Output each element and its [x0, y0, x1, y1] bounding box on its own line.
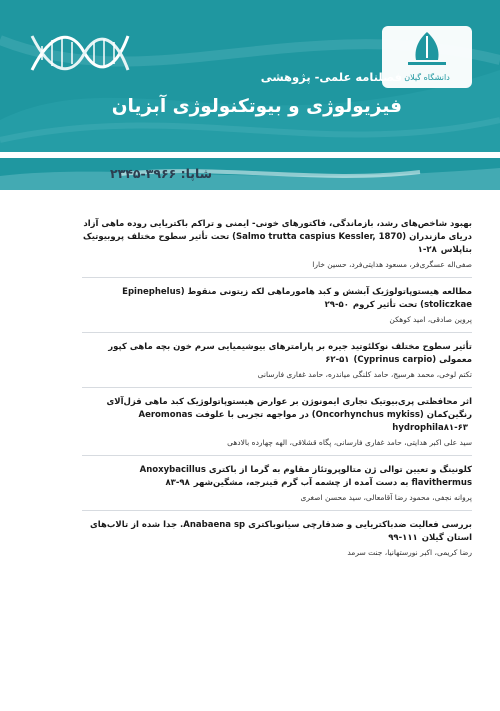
divider — [82, 510, 472, 511]
article-authors: سید علی اکبر هدایتی، حامد غفاری فارسانی، پگاه قشلاقی، الهه چهارده بالادهی — [227, 438, 472, 447]
article-6[interactable] — [82, 519, 472, 559]
article-title: تأثیر سطوح مختلف نوکلئوتید جیره بر پارامترهای بیوشیمیایی سرم خون بچه ماهی کپور معمولی (Cyprinus carpio)۶۲-۵۱ — [108, 342, 472, 365]
article-title: بهبود شاخص‌های رشد، بازماندگی، فاکتورهای خونی- ایمنی و تراکم باکتریایی روده ماهی آزاد دریای مازندران (Salmo trutta caspius Kessler, 1870) تحت تأثیر سطوح مختلف پروبیوتیک بتاپلاس۲۸-۱ — [83, 219, 472, 255]
divider — [82, 277, 472, 278]
article-title: کلونینگ و تعیین توالی ژن متالوپروتئاز مقاوم به گرما از باکتری Anoxybacillus flavithermus به دست آمده از چشمه آب گرم قینرجه، مشگین‌شهر۹۸-۸۳ — [139, 465, 472, 488]
article-title: اثر محافظتی پری‌بیوتیک تجاری ایمونوژن بر عوارض هیستوپاتولوژیک کبد ماهی قزل‌آلای رنگین‌کمان (Oncorhynchus mykiss) در مواجهه تجربی با علوفت Aeromonas hydrophila۸۱-۶۳ — [106, 397, 472, 433]
article-1[interactable] — [82, 218, 472, 271]
article-5[interactable] — [82, 464, 472, 504]
article-authors: پروین صادقی، امید کوهکن — [389, 315, 472, 324]
issn-wave-decoration — [0, 158, 500, 190]
divider — [82, 332, 472, 333]
article-authors: صفی‌اله عسگری‌فر، مسعود هدایتی‌فرد، حسین خارا — [312, 260, 472, 269]
logo-text: دانشگاه گیلان — [404, 73, 450, 82]
article-pages: ۲۸-۱ — [417, 245, 437, 255]
article-authors: پروانه نجفی، محمود رضا آقامعالی، سید محسن اصغری — [300, 493, 472, 502]
articles-list — [82, 218, 472, 559]
article-pages: ۹۸-۸۳ — [165, 478, 190, 488]
divider — [82, 387, 472, 388]
issn-label: شاپا: ۳۹۶۶-۲۳۴۵ — [110, 166, 212, 181]
article-title: بررسی فعالیت ضدباکتریایی و ضدقارچی سیانوباکتری Anabaena sp. جدا شده از تالاب‌های استان گیلان۱۱۱-۹۹ — [90, 520, 472, 543]
article-4[interactable] — [82, 396, 472, 449]
article-pages: ۵۰-۲۹ — [324, 300, 349, 310]
article-authors: تکتم لوخی، محمد هرسیج، حامد کلنگی میاندره، حامد غفاری فارسانی — [257, 370, 472, 379]
article-3[interactable] — [82, 341, 472, 381]
article-title: مطالعه هیستوپاتولوژیک آبشش و کبد هامورماهی لکه زیتونی منقوط (Epinephelus stoliczkae) تحت تأثیر کروم۵۰-۲۹ — [122, 287, 472, 310]
article-pages: ۱۱۱-۹۹ — [388, 533, 418, 543]
journal-title: فیزیولوژی و بیوتکنولوژی آبزیان — [111, 96, 402, 117]
dna-helix-icon — [28, 26, 132, 80]
article-authors: رضا کریمی، اکبر نورستهانیا، جنت سرمد — [347, 548, 472, 557]
article-2[interactable] — [82, 286, 472, 326]
divider — [82, 455, 472, 456]
article-pages: ۸۱-۶۳ — [443, 423, 468, 433]
article-pages: ۶۲-۵۱ — [325, 355, 350, 365]
quarterly-label: فصلنامه علمی- پژوهشی — [260, 70, 402, 84]
